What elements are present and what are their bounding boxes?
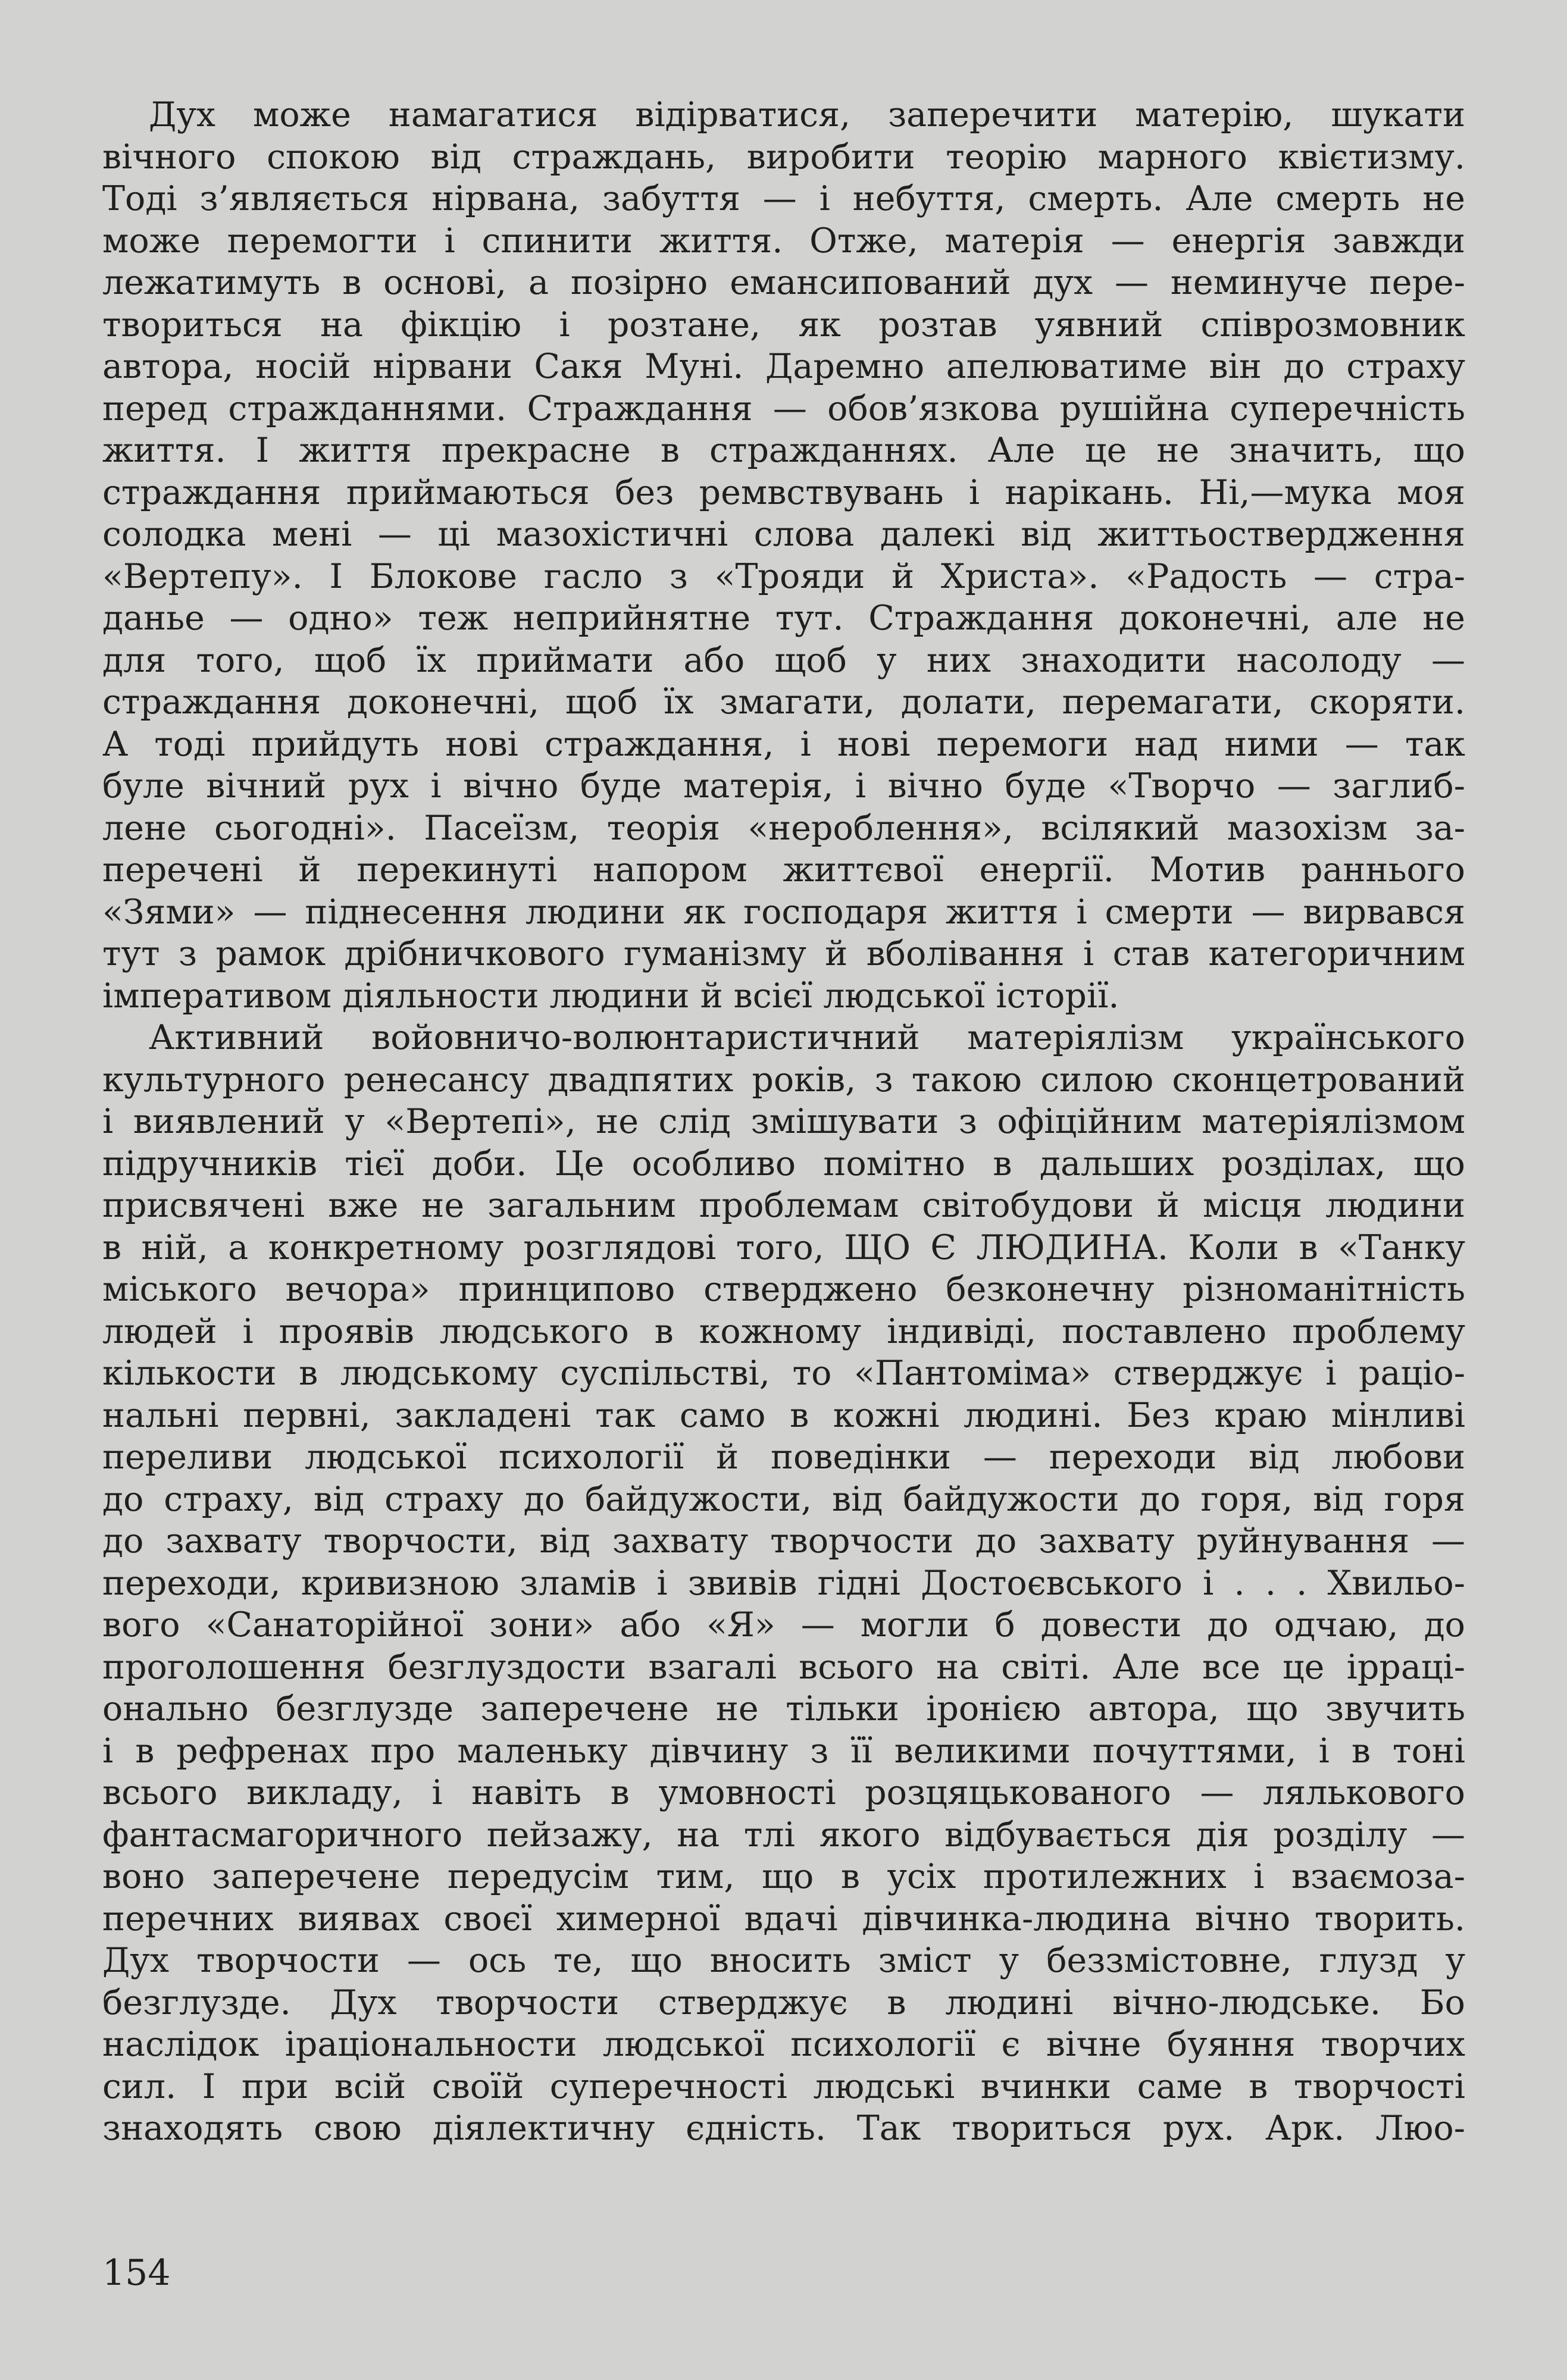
text-line: переливи людської психології й поведінки — переходи від любови xyxy=(102,1438,1465,1477)
text-line: для того, щоб їх приймати або щоб у них знаходити насолоду — xyxy=(102,640,1465,680)
text-line: фантасмагоричного пейзажу, на тлі якого відбувається дія розділу — xyxy=(102,1815,1465,1855)
body-text xyxy=(102,94,1465,2150)
text-line: вого «Санаторійної зони» або «Я» — могли б довести до одчаю, до xyxy=(102,1605,1465,1645)
text-line: присвячені вже не загальним проблемам світобудови й місця людини xyxy=(102,1186,1465,1225)
text-line: Дух творчости — ось те, що вносить зміст у беззмістовне, глузд у xyxy=(102,1941,1465,1980)
text-line: воно заперечене передусім тим, що в усіх протилежних і взаємоза- xyxy=(102,1857,1465,1896)
text-line: до захвату творчости, від захвату творчости до захвату руйнування — xyxy=(102,1521,1465,1561)
text-line: людей і проявів людського в кожному індивіді, поставлено проблему xyxy=(102,1311,1465,1351)
text-line: і виявлений у «Вертепі», не слід змішувати з офіційним матеріялізмом xyxy=(102,1102,1465,1141)
paragraph-1 xyxy=(102,94,1465,1017)
text-line: А тоді прийдуть нові страждання, і нові перемоги над ними — так xyxy=(102,724,1465,764)
text-line: «Вертепу». І Блокове гасло з «Трояди й Христа». «Радость — стра- xyxy=(102,556,1465,596)
text-line: сил. І при всій своїй суперечності людські вчинки саме в творчості xyxy=(102,2066,1465,2106)
text-line: страждання доконечні, щоб їх змагати, долати, перемагати, скоряти. xyxy=(102,682,1465,722)
text-line: солодка мені — ці мазохістичні слова далекі від життьоствердження xyxy=(102,515,1465,554)
text-line: данье — одно» теж неприйнятне тут. Страждання доконечні, але не xyxy=(102,599,1465,638)
text-line: тут з рамок дрібничкового гуманізму й вболівання і став категоричним xyxy=(102,934,1465,973)
text-line: онально безглузде заперечене не тільки іронією автора, що звучить xyxy=(102,1689,1465,1728)
text-line: до страху, від страху до байдужости, від байдужости до горя, від горя xyxy=(102,1479,1465,1519)
text-line: перечних виявах своєї химерної вдачі дівчинка-людина вічно творить. xyxy=(102,1899,1465,1939)
text-line: в ній, а конкретному розглядові того, ЩО Є ЛЮДИНА. Коли в «Танку xyxy=(102,1227,1465,1267)
text-line: нальні первні, закладені так само в кожні людині. Без краю мінливі xyxy=(102,1395,1465,1435)
page-number: 154 xyxy=(102,2252,171,2294)
text-line: Тоді з’являється нірвана, забуття — і небуття, смерть. Але смерть не xyxy=(102,179,1465,218)
text-line: знаходять свою діялектичну єдність. Так твориться рух. Арк. Люо- xyxy=(102,2109,1465,2148)
text-line: переходи, кривизною зламів і звивів гідні Достоєвського і . . . Хвильо- xyxy=(102,1563,1465,1603)
text-line: кількости в людському суспільстві, то «Пантоміма» стверджує і раціо- xyxy=(102,1354,1465,1393)
text-line: лежатимуть в основі, а позірно емансипований дух — неминуче пере- xyxy=(102,263,1465,302)
text-line: Дух може намагатися відірватися, заперечити матерію, шукати xyxy=(149,95,1465,134)
text-line: автора, носій нірвани Сакя Муні. Даремно апелюватиме він до страху xyxy=(102,347,1465,386)
text-line: буле вічний рух і вічно буде матерія, і вічно буде «Творчо — заглиб- xyxy=(102,766,1465,806)
text-line: перед стражданнями. Страждання — обов’язкова рушійна суперечність xyxy=(102,389,1465,428)
text-line: твориться на фікцію і розтане, як розтав уявний співрозмовник xyxy=(102,305,1465,345)
text-line: безглузде. Дух творчости стверджує в людині вічно-людське. Бо xyxy=(102,1983,1465,2022)
paragraph-2 xyxy=(102,1017,1465,2150)
text-line: перечені й перекинуті напором життєвої енергії. Мотив раннього xyxy=(102,850,1465,890)
text-line: і в рефренах про маленьку дівчину з її великими почуттями, і в тоні xyxy=(102,1731,1465,1771)
text-line: життя. І життя прекрасне в стражданнях. Але це не значить, що xyxy=(102,431,1465,470)
text-line: може перемогти і спинити життя. Отже, матерія — енергія завжди xyxy=(102,221,1465,261)
text-line: наслідок іраціональности людської психології є вічне буяння творчих xyxy=(102,2025,1465,2064)
text-line: проголошення безглуздости взагалі всього на світі. Але все це ірраці- xyxy=(102,1647,1465,1687)
text-line: імперативом діяльности людини й всієї людської історії. xyxy=(102,976,1119,1016)
text-line: вічного спокою від страждань, виробити теорію марного квієтизму. xyxy=(102,137,1465,177)
text-line: лене сьогодні». Пасеїзм, теорія «нероблення», всілякий мазохізм за- xyxy=(102,808,1465,848)
text-line: міського вечора» принципово стверджено безконечну різноманітність xyxy=(102,1270,1465,1309)
text-line: «Зями» — піднесення людини як господаря життя і смерти — вирвався xyxy=(102,892,1465,932)
text-line: всього викладу, і навіть в умовності розцяцькованого — лялькового xyxy=(102,1773,1465,1812)
text-line: Активний войовничо-волюнтаристичний матеріялізм українського xyxy=(149,1018,1465,1057)
text-line: культурного ренесансу двадпятих років, з такою силою сконцетрований xyxy=(102,1060,1465,1100)
text-line: підручників тієї доби. Це особливо помітно в дальших розділах, що xyxy=(102,1144,1465,1183)
text-line: страждання приймаються без ремвствувань і нарікань. Ні,—мука моя xyxy=(102,472,1465,512)
